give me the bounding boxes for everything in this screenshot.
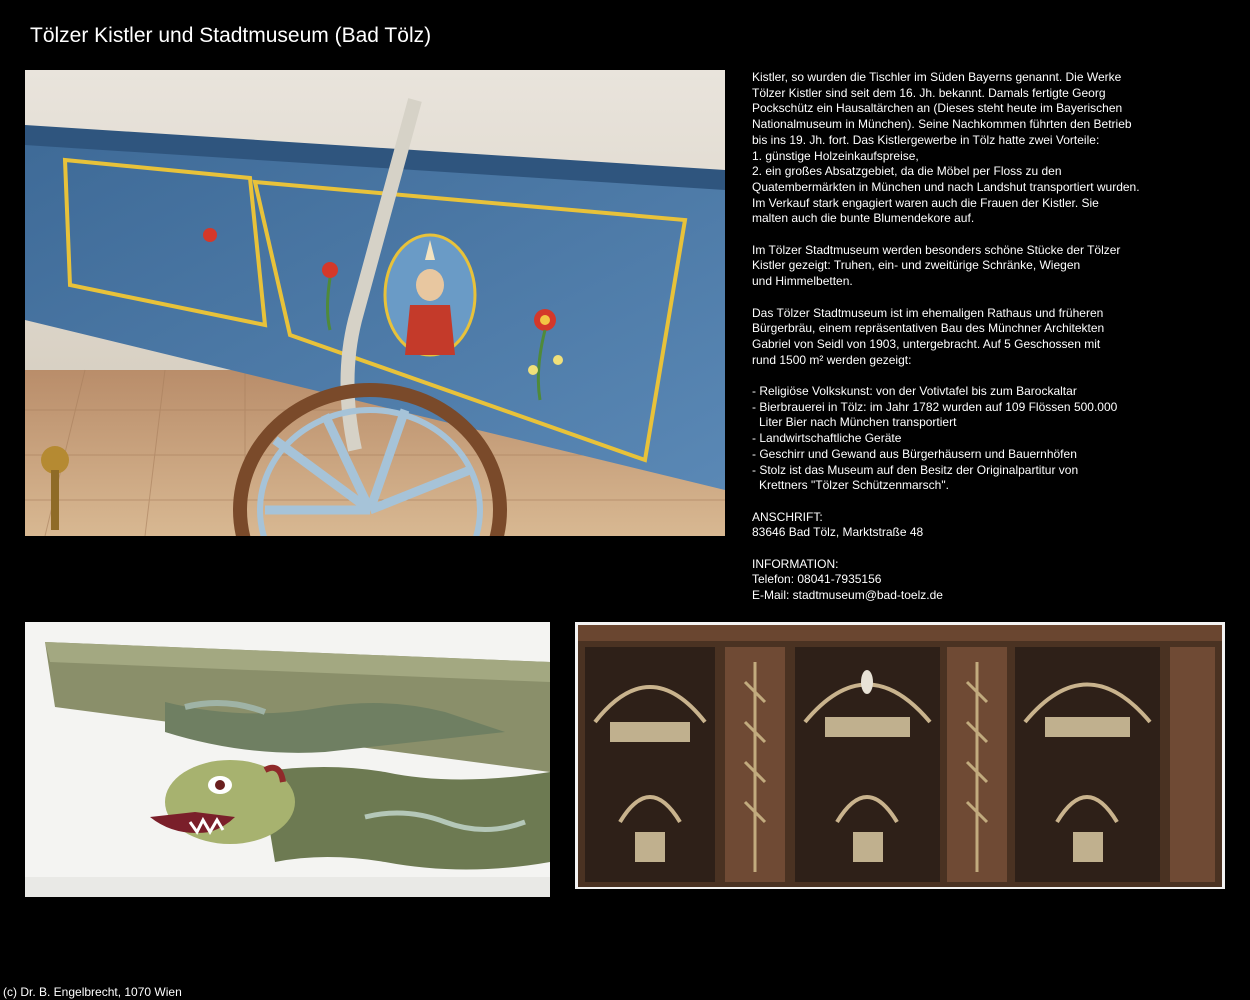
carved-chest-photo [575,622,1225,889]
text-line: Im Tölzer Stadtmuseum werden besonders schöne Stücke der Tölzer [752,242,1121,257]
text-line: Quatembermärkten in München und nach Landshut transportiert wurden. [752,179,1140,194]
carved-dragon-photo [25,622,550,897]
painted-wagon-photo [25,70,725,536]
exhibit-item: - Landwirtschaftliche Geräte [752,431,902,446]
museum-description [752,70,1222,604]
text-line: Tölzer Kistler sind seit dem 16. Jh. bekannt. Damals fertigte Georg [752,85,1106,100]
text-line: und Himmelbetten. [752,274,853,289]
copyright: (c) Dr. B. Engelbrecht, 1070 Wien [3,985,182,999]
info-label: INFORMATION: [752,556,839,571]
text-line: 2. ein großes Absatzgebiet, da die Möbel per Floss zu den [752,164,1062,179]
exhibit-item: - Bierbrauerei in Tölz: im Jahr 1782 wurden auf 109 Flössen 500.000 [752,399,1118,414]
phone: Telefon: 08041-7935156 [752,572,882,587]
text-line: Das Tölzer Stadtmuseum ist im ehemaligen Rathaus und früheren [752,305,1104,320]
exhibit-item: - Geschirr und Gewand aus Bürgerhäusern und Bauernhöfen [752,446,1077,461]
text-line: Kistler, so wurden die Tischler im Süden Bayerns genannt. Die Werke [752,70,1122,84]
text-line: Nationalmuseum in München). Seine Nachkommen führten den Betrieb [752,117,1132,132]
exhibit-item: Krettners "Tölzer Schützenmarsch". [759,478,949,493]
text-line: bis ins 19. Jh. fort. Das Kistlergewerbe in Tölz hatte zwei Vorteile: [752,132,1100,147]
text-line: rund 1500 m² werden gezeigt: [752,352,912,367]
address-label: ANSCHRIFT: [752,509,823,524]
text-line: Gabriel von Seidl von 1903, untergebracht. Auf 5 Geschossen mit [752,336,1101,351]
page-title: Tölzer Kistler und Stadtmuseum (Bad Tölz) [30,24,432,47]
exhibit-item: Liter Bier nach München transportiert [759,415,957,430]
text-line: Kistler gezeigt: Truhen, ein- und zweitürige Schränke, Wiegen [752,258,1081,273]
email: E-Mail: stadtmuseum@bad-toelz.de [752,588,943,603]
text-line: Im Verkauf stark engagiert waren auch die Frauen der Kistler. Sie [752,195,1099,210]
exhibit-item: - Religiöse Volkskunst: von der Votivtafel bis zum Barockaltar [752,384,1077,399]
address: 83646 Bad Tölz, Marktstraße 48 [752,525,924,540]
text-line: Pockschütz ein Hausaltärchen an (Dieses steht heute im Bayerischen [752,101,1123,116]
text-line: 1. günstige Holzeinkaufspreise, [752,148,919,163]
text-line: malten auch die bunte Blumendekore auf. [752,211,975,226]
text-line: Bürgerbräu, einem repräsentativen Bau des Münchner Architekten [752,321,1105,336]
exhibit-item: - Stolz ist das Museum auf den Besitz der Originalpartitur von [752,462,1079,477]
